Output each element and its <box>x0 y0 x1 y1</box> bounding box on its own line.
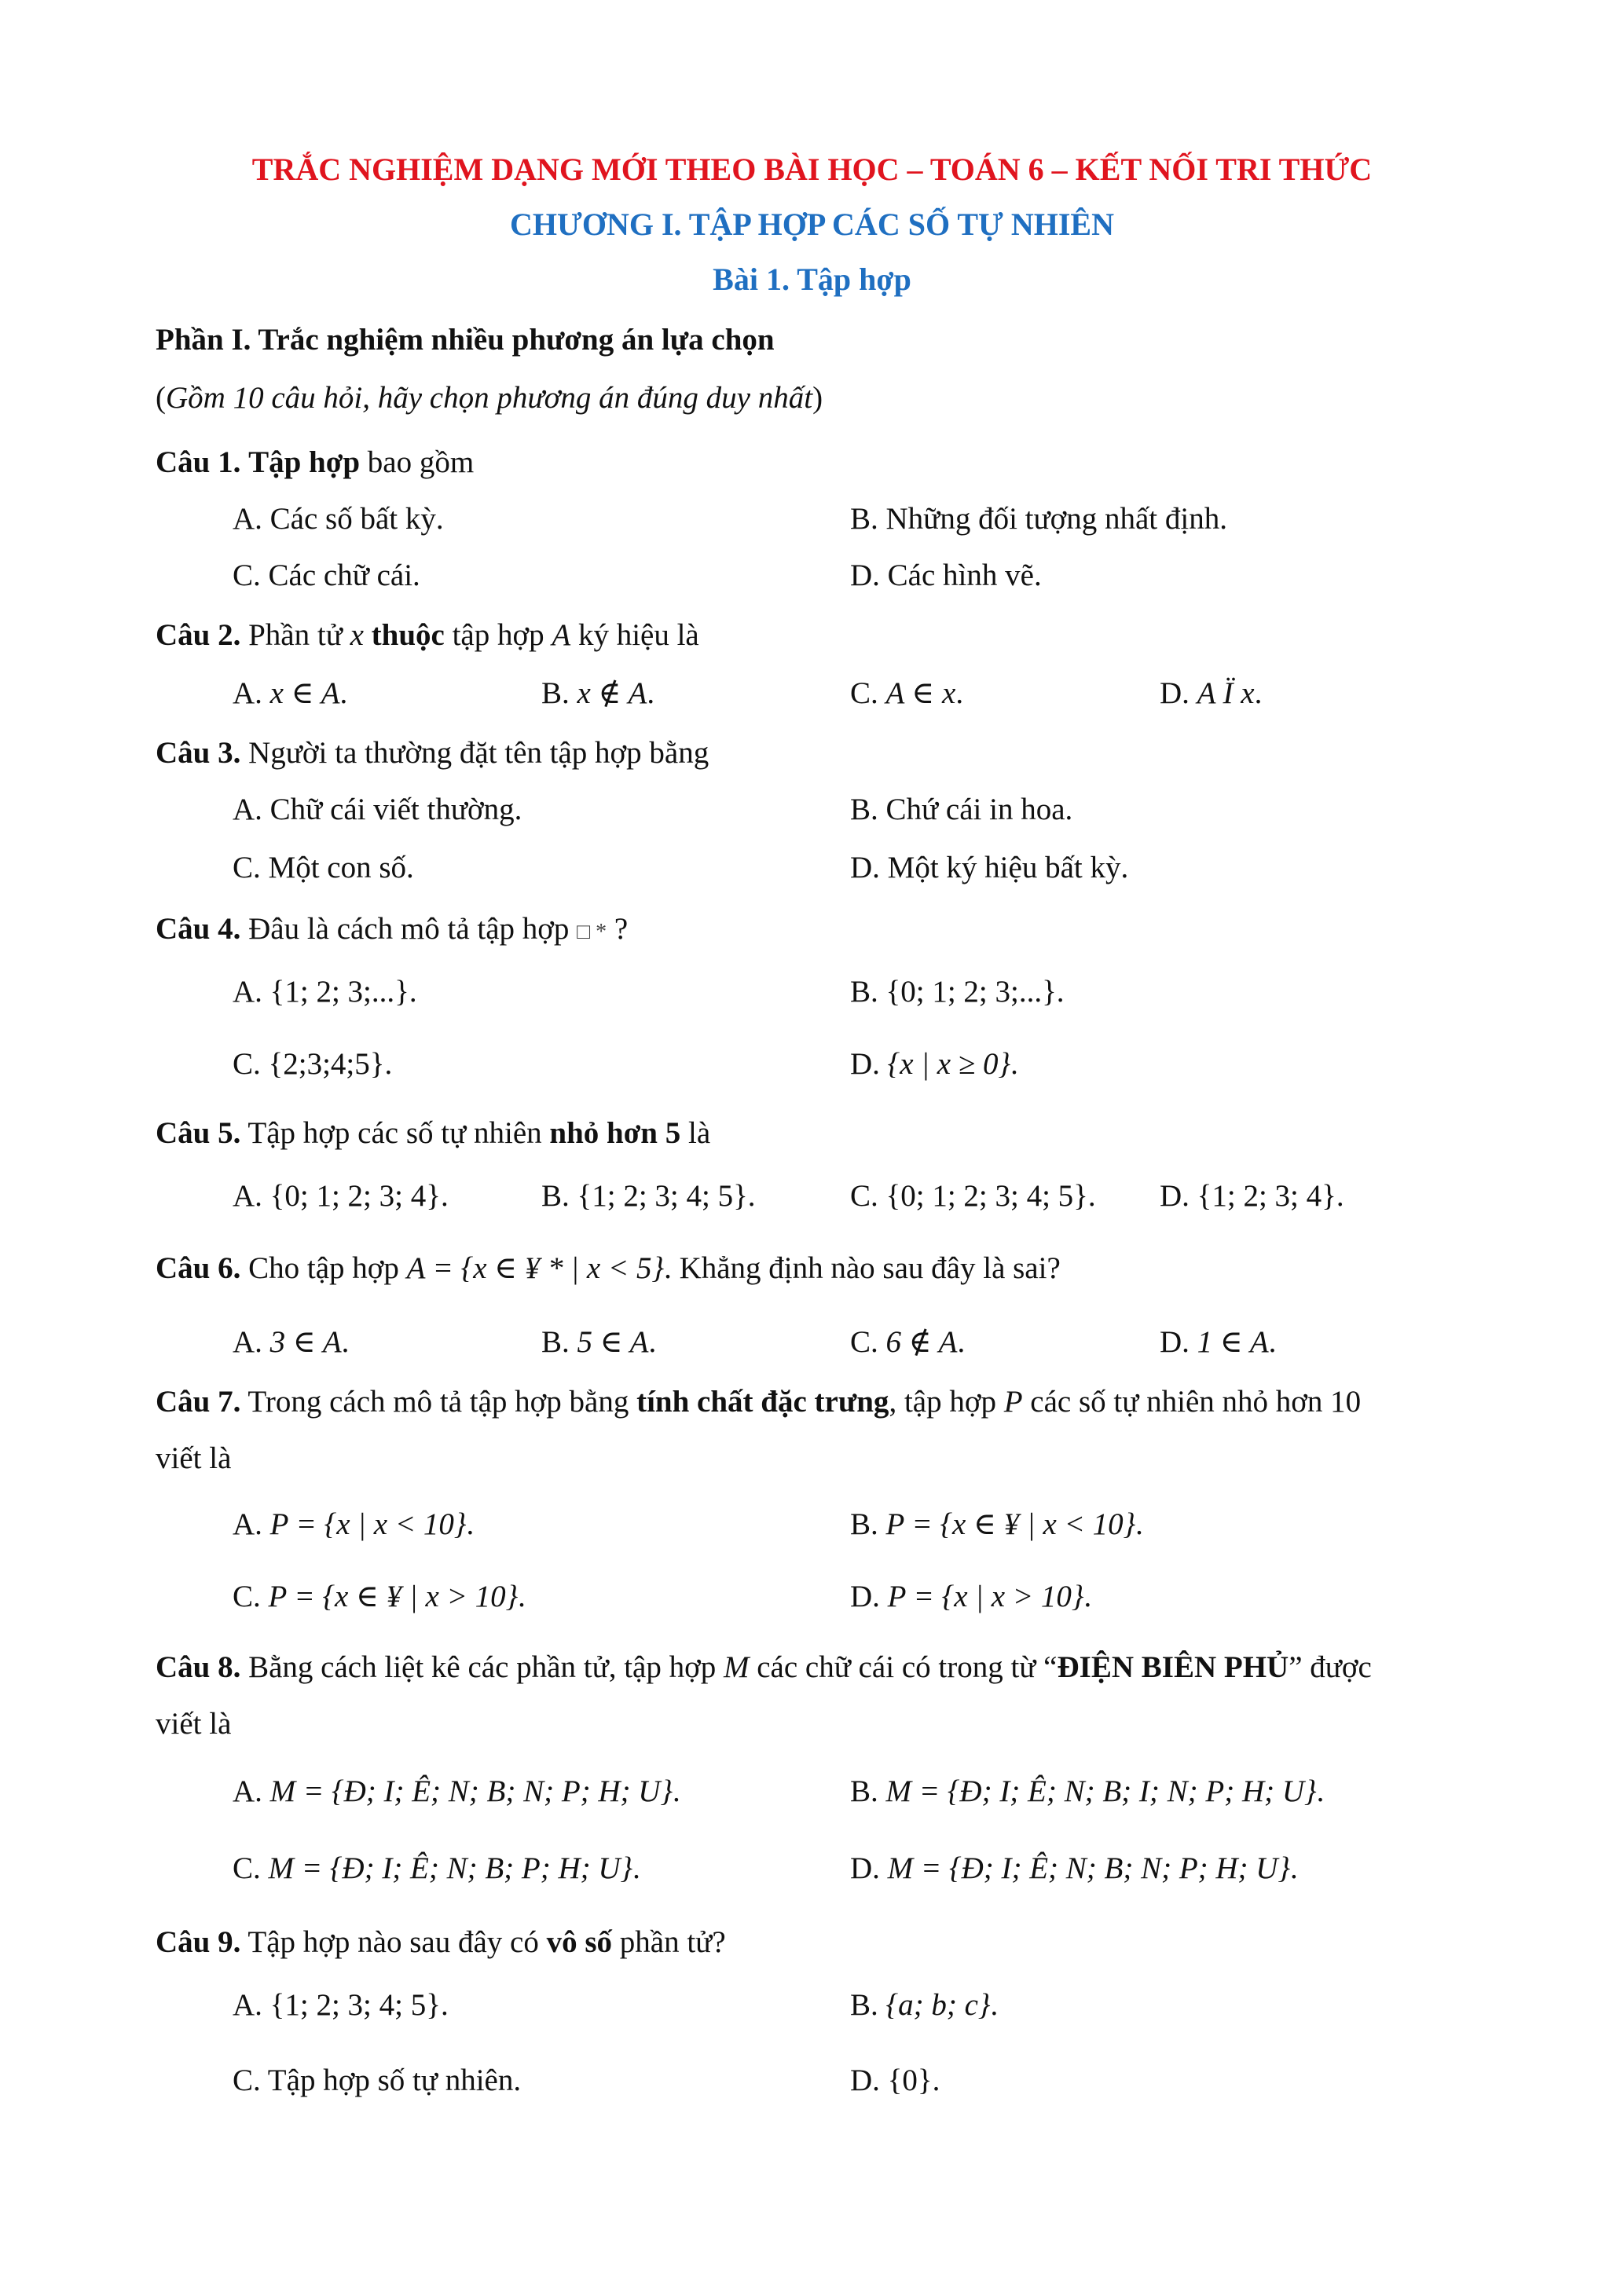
option-7d[interactable]: D. P = {x | x > 10}. <box>850 1580 1092 1613</box>
question-8-continuation: viết là <box>156 1707 232 1741</box>
option-7b[interactable]: B. P = {x ∈ ¥ | x < 10}. <box>850 1507 1143 1541</box>
option-4b[interactable]: B. {0; 1; 2; 3;...}. <box>850 975 1065 1009</box>
option-2d[interactable]: D. A Ï x. <box>1160 676 1263 710</box>
option-6a[interactable]: A. 3 ∈ A. <box>233 1325 350 1359</box>
option-8b[interactable]: B. M = {Đ; I; Ê; N; B; I; N; P; H; U}. <box>850 1774 1325 1808</box>
question-3: Câu 3. Người ta thường đặt tên tập hợp bằng <box>156 736 709 770</box>
option-5d[interactable]: D. {1; 2; 3; 4}. <box>1160 1179 1344 1213</box>
question-6: Câu 6. Cho tập hợp A = {x ∈ ¥ * | x < 5}. Khẳng định nào sau đây là sai? <box>156 1251 1061 1285</box>
question-1: Câu 1. Tập hợp bao gồm <box>156 445 475 479</box>
option-6b[interactable]: B. 5 ∈ A. <box>541 1325 657 1359</box>
question-4: Câu 4. Đâu là cách mô tả tập hợp □ * ? <box>156 912 629 946</box>
option-2b[interactable]: B. x ∉ A. <box>541 676 655 710</box>
option-4d[interactable]: D. {x | x ≥ 0}. <box>850 1047 1018 1081</box>
option-1d[interactable]: D. Các hình vẽ. <box>850 558 1042 592</box>
option-5c[interactable]: C. {0; 1; 2; 3; 4; 5}. <box>850 1179 1096 1213</box>
option-3d[interactable]: D. Một ký hiệu bất kỳ. <box>850 851 1129 884</box>
option-1b[interactable]: B. Những đối tượng nhất định. <box>850 502 1227 536</box>
section-note: (Gồm 10 câu hỏi, hãy chọn phương án đúng duy nhất) <box>156 381 823 415</box>
question-5: Câu 5. Tập hợp các số tự nhiên nhỏ hơn 5 là <box>156 1116 711 1150</box>
question-7: Câu 7. Trong cách mô tả tập hợp bằng tính chất đặc trưng, tập hợp P các số tự nhiên nhỏ hơn 10 <box>156 1385 1362 1419</box>
option-6d[interactable]: D. 1 ∈ A. <box>1160 1325 1277 1359</box>
option-9d[interactable]: D. {0}. <box>850 2063 940 2097</box>
option-6c[interactable]: C. 6 ∉ A. <box>850 1325 966 1359</box>
option-3c[interactable]: C. Một con số. <box>233 851 414 884</box>
option-9c[interactable]: C. Tập hợp số tự nhiên. <box>233 2063 522 2097</box>
option-4c[interactable]: C. {2;3;4;5}. <box>233 1047 393 1081</box>
option-3b[interactable]: B. Chứ cái in hoa. <box>850 793 1073 826</box>
option-7a[interactable]: A. P = {x | x < 10}. <box>233 1507 475 1541</box>
option-9b[interactable]: B. {a; b; c}. <box>850 1988 999 2022</box>
option-1a[interactable]: A. Các số bất kỳ. <box>233 502 444 536</box>
option-3a[interactable]: A. Chữ cái viết thường. <box>233 793 522 826</box>
option-4a[interactable]: A. {1; 2; 3;...}. <box>233 975 417 1009</box>
option-9a[interactable]: A. {1; 2; 3; 4; 5}. <box>233 1988 449 2022</box>
option-1c[interactable]: C. Các chữ cái. <box>233 558 420 592</box>
section-heading: Phần I. Trắc nghiệm nhiều phương án lựa chọn <box>156 323 775 357</box>
question-9: Câu 9. Tập hợp nào sau đây có vô số phần tử? <box>156 1925 726 1959</box>
question-7-continuation: viết là <box>156 1441 232 1475</box>
option-7c[interactable]: C. P = {x ∈ ¥ | x > 10}. <box>233 1580 526 1613</box>
option-8a[interactable]: A. M = {Đ; I; Ê; N; B; N; P; H; U}. <box>233 1774 680 1808</box>
option-8c[interactable]: C. M = {Đ; I; Ê; N; B; P; H; U}. <box>233 1851 640 1885</box>
document-title: TRẮC NGHIỆM DẠNG MỚI THEO BÀI HỌC – TOÁN 6 – KẾT NỐI TRI THỨC <box>251 152 1373 187</box>
question-2: Câu 2. Phần tử x thuộc tập hợp A ký hiệu là <box>156 618 699 652</box>
option-8d[interactable]: D. M = {Đ; I; Ê; N; B; N; P; H; U}. <box>850 1851 1298 1885</box>
question-8: Câu 8. Bằng cách liệt kê các phần tử, tập hợp M các chữ cái có trong từ “ĐIỆN BIÊN PHỦ” được <box>156 1650 1372 1684</box>
option-5a[interactable]: A. {0; 1; 2; 3; 4}. <box>233 1179 449 1213</box>
option-2a[interactable]: A. x ∈ A. <box>233 676 348 710</box>
option-5b[interactable]: B. {1; 2; 3; 4; 5}. <box>541 1179 756 1213</box>
option-2c[interactable]: C. A ∈ x. <box>850 676 964 710</box>
lesson-title: Bài 1. Tập hợp <box>713 262 911 297</box>
chapter-title: CHƯƠNG I. TẬP HỢP CÁC SỐ TỰ NHIÊN <box>510 207 1114 242</box>
